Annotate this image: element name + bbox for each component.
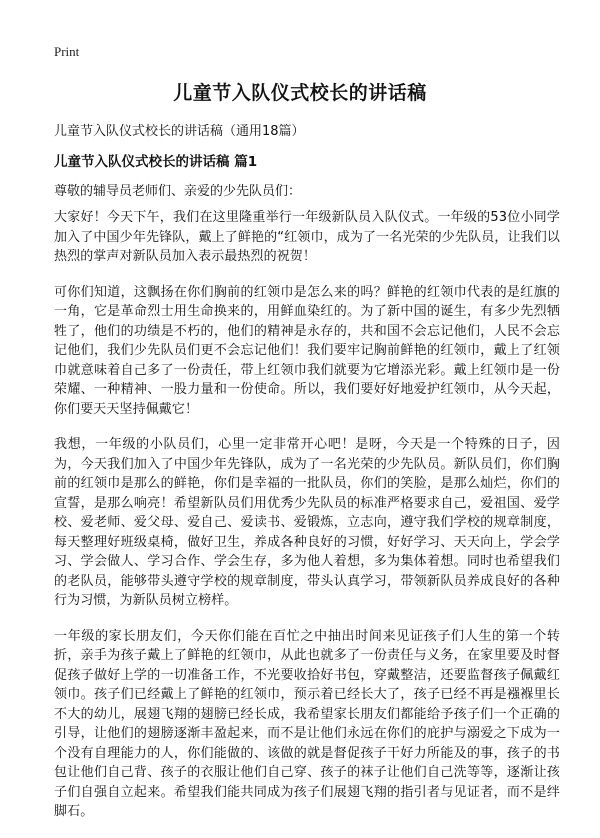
document-subtitle: 儿童节入队仪式校长的讲话稿（通用18篇） bbox=[54, 124, 305, 139]
paragraph-4: 一年级的家长朋友们，今天你们能在百忙之中抽出时间来见证孩子们人生的第一个转折，亲手为孩子戴上了鲜艳的红领巾，从此也就多了一份责任与义务，在家里要及时督促孩子做好上学的一切准备工作，不光要收拾好书包，穿戴整洁，还要监督孩子佩戴红领巾。孩子们已经戴上了鲜艳的红领巾，预示着已经长大了，孩子已经不再是襁褓里长不大的幼儿，展翅飞翔的翅膀已经长成，我希望家长朋友们都能给予孩子们一个正确的引导，让他们的翅膀逐渐丰盈起来，而不是让他们永远在你们的庇护与溺爱之下成为一个没有自理能力的人，你们能做的、该做的就是督促孩子干好力所能及的事，孩子的书包让他们自己背、孩子的衣服让他们自己穿、孩子的袜子让他们自己洗等等，逐渐让孩子们自强自立起来。希望我们能共同成为孩子们展翅飞翔的指引者与见证者，而不是绊脚石。 bbox=[54, 628, 560, 819]
paragraph-1: 大家好！今天下午，我们在这里隆重举行一年级新队员入队仪式。一年级的53位小同学加入了中国少年先锋队，戴上了鲜艳的“红领巾，成为了一名光荣的少先队员，让我们以热烈的掌声对新队员加入表示最热烈的祝贺！ bbox=[54, 210, 560, 264]
page-title: 儿童节入队仪式校长的讲话稿 bbox=[173, 82, 427, 104]
article-body bbox=[54, 208, 560, 838]
paragraph-2: 可你们知道，这飘扬在你们胸前的红领巾是怎么来的吗？鲜艳的红领巾代表的是红旗的一角，它是革命烈士用生命换来的，用鲜血染红的。为了新中国的诞生，有多少先烈牺牲了，他们的功绩是不朽的，他们的精神是永存的，共和国不会忘记他们，人民不会忘记他们，我们少先队员们更不会忘记他们！我们要牢记胸前鲜艳的红领巾，戴上了红领巾就意味着自己多了一份责任，带上红领巾我们就要为它增添光彩。戴上红领巾是一份荣耀、一种精神、一股力量和一份使命。所以，我们要好好地爱护红领巾，从今天起，你们要天天坚持佩戴它！ bbox=[54, 284, 560, 417]
section-heading: 儿童节入队仪式校长的讲话稿 篇1 bbox=[54, 154, 258, 170]
paragraph-3: 我想，一年级的小队员们，心里一定非常开心吧！是呀，今天是一个特殊的日子，因为，今天我们加入了中国少年先锋队，成为了一名光荣的少先队员。新队员们，你们胸前的红领巾是那么的鲜艳，你们是幸福的一批队员，你们的笑脸，是那么灿烂，你们的宣誓，是那么响亮！希望新队员们用优秀少先队员的标准严格要求自己，爱祖国、爱学校、爱老师、爱父母、爱自己、爱读书、爱锻炼，立志向，遵守我们学校的规章制度，每天整理好班级桌椅，做好卫生，养成各种良好的习惯，好好学习、天天向上，学会学习、学会做人、学习合作、学会生存，多为他人着想，多为集体着想。同时也希望我们的老队员，能够带头遵守学校的规章制度，带头认真学习，带领新队员养成良好的各种行为习惯，为新队员树立榜样。 bbox=[54, 437, 560, 608]
salutation: 尊敬的辅导员老师们、亲爱的少先队员们： bbox=[54, 184, 302, 199]
print-link[interactable]: Print bbox=[54, 44, 80, 59]
